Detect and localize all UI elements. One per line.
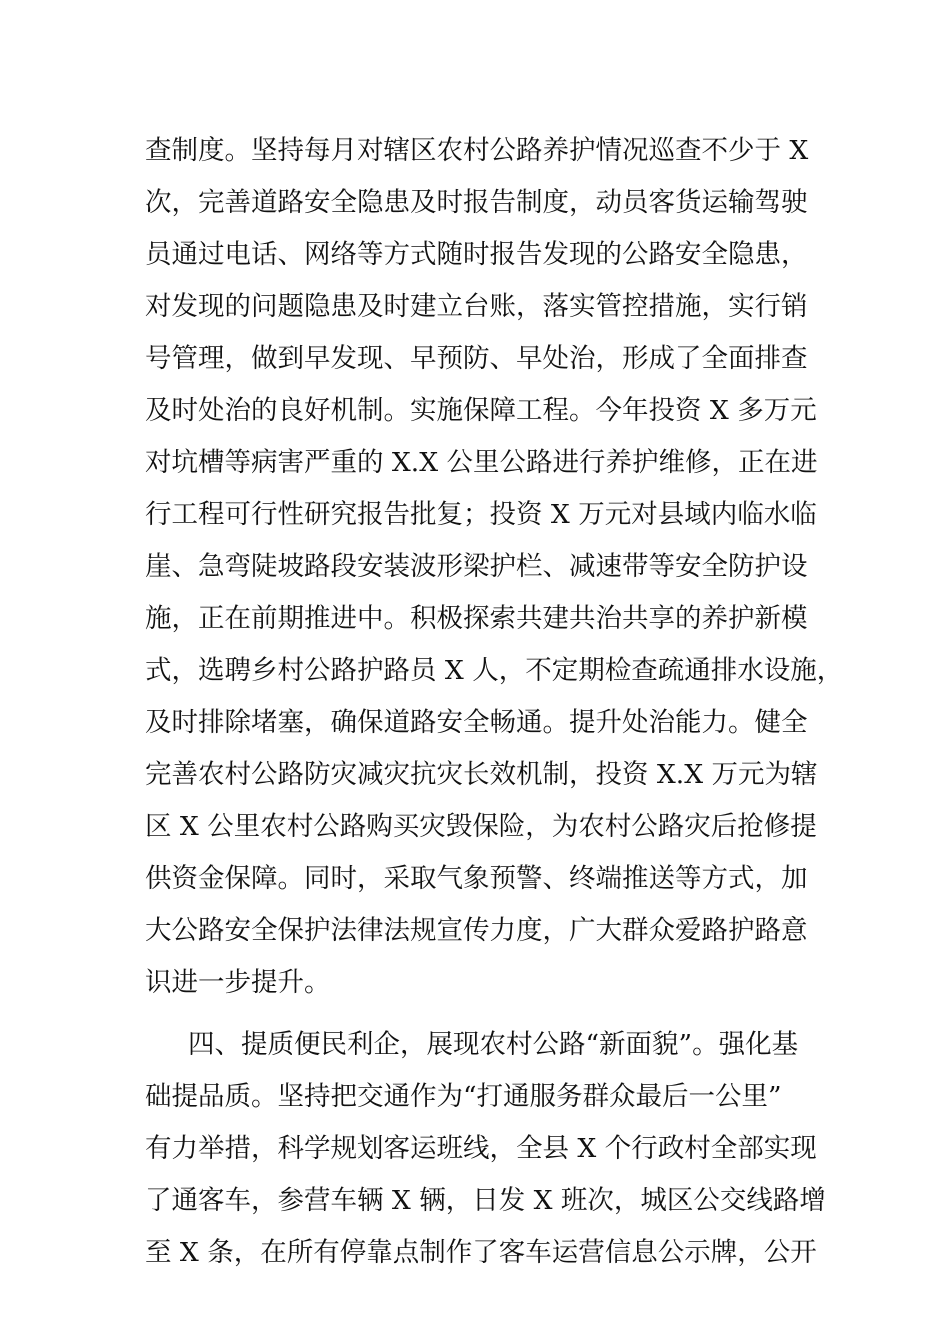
text-line: 行工程可行性研究报告批复；投资 X 万元对县域内临水临 — [145, 499, 817, 530]
text-line: 供资金保障。同时，采取气象预警、终端推送等方式，加 — [145, 863, 808, 894]
text-line: 号管理，做到早发现、早预防、早处治，形成了全面排查 — [145, 343, 808, 374]
text-line: 次，完善道路安全隐患及时报告制度，动员客货运输驾驶 — [145, 187, 808, 218]
text-line: 对发现的问题隐患及时建立台账，落实管控措施，实行销 — [145, 291, 808, 322]
paragraph-section-four — [145, 1019, 825, 1279]
text-line: 区 X 公里农村公路购买灾毁保险，为农村公路灾后抢修提 — [145, 811, 817, 842]
text-line: 至 X 条，在所有停靠点制作了客车运营信息公示牌，公开 — [145, 1237, 817, 1268]
text-line: 了通客车，参营车辆 X 辆，日发 X 班次，城区公交线路增 — [145, 1185, 826, 1216]
text-line: 式，选聘乡村公路护路员 X 人，不定期检查疏通排水设施， — [145, 655, 844, 686]
text-line: 施，正在前期推进中。积极探索共建共治共享的养护新模 — [145, 603, 808, 634]
text-line: 完善农村公路防灾减灾抗灾长效机制，投资 X.X 万元为辖 — [145, 759, 818, 790]
text-line: 识进一步提升。 — [145, 967, 331, 998]
text-line: 础提品质。坚持把交通作为“打通服务群众最后一公里” — [145, 1081, 782, 1112]
text-line: 大公路安全保护法律法规宣传力度，广大群众爱路护路意 — [145, 915, 808, 946]
text-line: 员通过电话、网络等方式随时报告发现的公路安全隐患， — [145, 239, 808, 270]
document-body — [145, 125, 844, 1279]
text-line: 及时排除堵塞，确保道路安全畅通。提升处治能力。健全 — [145, 707, 808, 738]
text-line: 查制度。坚持每月对辖区农村公路养护情况巡查不少于 X — [145, 135, 809, 166]
text-line: 及时处治的良好机制。实施保障工程。今年投资 X 多万元 — [145, 395, 817, 426]
text-line: 有力举措，科学规划客运班线，全县 X 个行政村全部实现 — [145, 1133, 817, 1164]
text-line: 对坑槽等病害严重的 X.X 公里公路进行养护维修，正在进 — [145, 447, 818, 478]
text-line: 崖、急弯陡坡路段安装波形梁护栏、减速带等安全防护设 — [145, 551, 808, 582]
paragraph-road-safety — [145, 125, 844, 1009]
section-heading-line: 四、提质便民利企，展现农村公路“新面貌”。强化基 — [188, 1029, 799, 1060]
